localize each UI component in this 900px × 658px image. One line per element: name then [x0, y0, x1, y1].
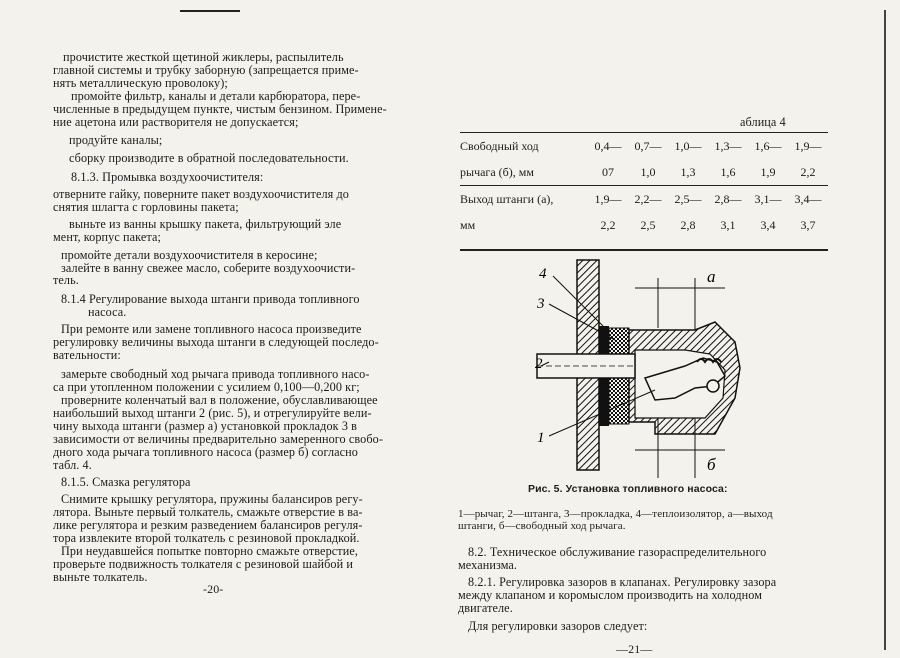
- text-line: При ремонте или замене топливного насоса произведите: [61, 322, 362, 336]
- text-line: выньте толкатель.: [53, 570, 148, 584]
- table-4: [460, 132, 828, 238]
- text-line: табл. 4.: [53, 458, 92, 472]
- row2-label-b: мм: [460, 217, 476, 232]
- section-line: механизма.: [458, 558, 518, 572]
- table-cell: 1,3: [680, 164, 696, 179]
- label-1: 1: [537, 430, 545, 446]
- label-3: 3: [537, 296, 545, 312]
- table-cell: 1,6: [720, 164, 736, 179]
- table-cell: 2,8: [680, 217, 696, 232]
- table-cell: 1,9—: [588, 186, 628, 213]
- table-cell: 2,2: [800, 164, 816, 179]
- table-cell: 3,4: [760, 217, 776, 232]
- table-cell: 2,8—: [708, 186, 748, 213]
- text-line: дного хода рычага топливного насоса (размер б) согласно: [53, 445, 358, 459]
- text-line: лике регулятора и резким разведением балансиров регуля-: [53, 518, 363, 532]
- text-line: проверьте подвижность толкателя с резиновой шайбой и: [53, 557, 353, 571]
- table-cell: 2,2: [600, 217, 616, 232]
- text-line: При неудавшейся попытке повторно смажьте отверстие,: [61, 544, 358, 558]
- legend-line-2: штанги, б—свободный ход рычага.: [458, 520, 626, 532]
- table-cell: 3,1—: [748, 186, 788, 213]
- text-line: отверните гайку, поверните пакет воздухоочистителя до: [53, 187, 350, 201]
- label-b: б: [707, 455, 716, 474]
- text-line: нять металлическую проволоку);: [53, 76, 228, 90]
- text-line: продуйте каналы;: [69, 133, 163, 147]
- table-bottom-rule: [460, 249, 828, 251]
- text-line: лятора. Выньте первый толкатель, смажьте отверстие в ва-: [53, 505, 363, 519]
- right-page: [440, 0, 900, 658]
- left-page-number: -20-: [203, 582, 224, 596]
- table-cell: 1,9: [760, 164, 776, 179]
- figure-caption: Рис. 5. Установка топливного насоса:: [528, 483, 728, 495]
- text-line: ние ацетона или растворителя не допускается;: [53, 115, 299, 129]
- text-line: выньте из ванны крышку пакета, фильтрующий эле: [69, 217, 342, 231]
- text-line: тель.: [53, 273, 79, 287]
- row1-label-a: Свободный ход: [460, 133, 588, 160]
- table-title: аблица 4: [740, 115, 786, 129]
- table-cell: 0,4—: [588, 133, 628, 160]
- right-page-number: —21—: [616, 642, 653, 656]
- row2-label-a: Выход штанги (а),: [460, 186, 588, 213]
- section-line: 8.2.1. Регулировка зазоров в клапанах. Регулировку зазора: [468, 575, 777, 589]
- text-line: 8.1.3. Промывка воздухоочистителя:: [71, 170, 264, 184]
- section-line: 8.2. Техническое обслуживание газораспределительного: [468, 545, 767, 559]
- text-line: главной системы и трубку заборную (запрещается приме-: [53, 63, 359, 77]
- text-line: тора извлеките второй толкатель с резиновой прокладкой.: [53, 531, 360, 545]
- text-line: регулировку величины выхода штанги в следующей последо-: [53, 335, 379, 349]
- text-line: промойте фильтр, каналы и детали карбюратора, пере-: [71, 89, 361, 103]
- text-line: промойте детали воздухоочистителя в керосине;: [61, 248, 318, 262]
- text-line: прочистите жесткой щетиной жиклеры, распылитель: [63, 50, 344, 64]
- row1-label-b: рычага (б), мм: [460, 164, 534, 179]
- text-line: численные в предыдущем пункте, чистым бензином. Примене-: [53, 102, 387, 116]
- table-cell: 3,1: [720, 217, 736, 232]
- lever-pivot: [707, 380, 719, 392]
- table-cell: 0,7—: [628, 133, 668, 160]
- text-line: наибольший выход штанги 2 (рис. 5), и отрегулируйте вели-: [53, 406, 372, 420]
- text-line: 8.1.5. Смазка регулятора: [61, 475, 191, 489]
- table-cell: 2,5: [640, 217, 656, 232]
- text-line: залейте в ванну свежее масло, соберите воздухоочисти-: [61, 261, 356, 275]
- text-line: проверните коленчатый вал в положение, обуславливающее: [61, 393, 378, 407]
- table-cell: 3,7: [800, 217, 816, 232]
- legend-line-1: 1—рычаг, 2—штанга, 3—прокладка, 4—теплоизолятор, а—выход: [458, 508, 773, 520]
- text-line: мент, корпус пакета;: [53, 230, 161, 244]
- table-cell: 2,5—: [668, 186, 708, 213]
- label-4: 4: [539, 266, 547, 282]
- text-line: Снимите крышку регулятора, пружины балансиров регу-: [61, 492, 363, 506]
- table-cell: 1,0: [640, 164, 656, 179]
- text-line: снятия шлагта с горловины пакета;: [53, 200, 239, 214]
- table-cell: 1,0—: [668, 133, 708, 160]
- label-a: a: [707, 267, 716, 286]
- section-line: между клапаном и коромыслом производить на холодном: [458, 588, 763, 602]
- table-cell: 3,4—: [788, 186, 828, 213]
- fuel-pump-figure: [535, 258, 825, 480]
- table-cell: 1,3—: [708, 133, 748, 160]
- text-line: насоса.: [88, 305, 127, 319]
- table-cell: 1,6—: [748, 133, 788, 160]
- left-page: [0, 0, 440, 658]
- table-cell: 07: [602, 164, 614, 179]
- table-cell: 2,2—: [628, 186, 668, 213]
- text-line: 8.1.4 Регулирование выхода штанги привода топливного: [61, 292, 360, 306]
- text-line: са при утопленном положении с усилием 0,100—0,200 кг;: [53, 380, 360, 394]
- label-2: 2: [535, 356, 543, 372]
- text-line: вательности:: [53, 348, 121, 362]
- book-edge: [884, 10, 886, 650]
- text-line: сборку производите в обратной последовательности.: [69, 151, 349, 165]
- scan-mark: [180, 10, 240, 12]
- text-line: зависимости от величины предварительно замеренного свобо-: [53, 432, 384, 446]
- section-line: двигателе.: [458, 601, 513, 615]
- text-line: чину выхода штанги (размер а) установкой прокладок 3 в: [53, 419, 358, 433]
- text-line: замерьте свободный ход рычага привода топливного насо-: [61, 367, 370, 381]
- table-cell: 1,9—: [788, 133, 828, 160]
- section-line: Для регулировки зазоров следует:: [468, 619, 648, 633]
